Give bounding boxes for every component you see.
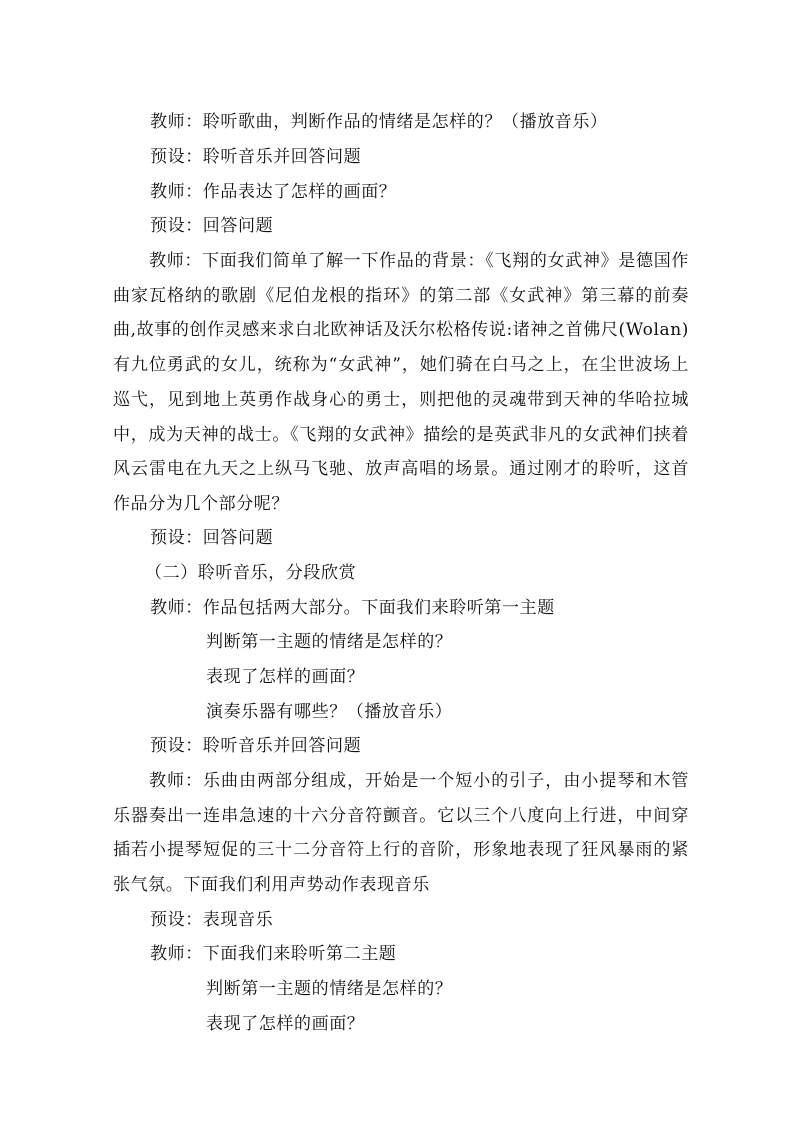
section-heading-2: （二）聆听音乐，分段欣赏 xyxy=(145,563,357,583)
preset-line-1: 预设：聆听音乐并回答问题 xyxy=(150,147,362,167)
question-line-4: 判断第一主题的情绪是怎样的？ xyxy=(206,979,453,999)
preset-line-4: 预设：聆听音乐并回答问题 xyxy=(150,736,362,756)
preset-line-5: 预设：表现音乐 xyxy=(150,910,274,930)
teacher-line-2: 教师：作品表达了怎样的画面？ xyxy=(150,182,397,202)
question-line-5: 表现了怎样的画面？ xyxy=(206,1014,365,1034)
preset-line-3: 预设：回答问题 xyxy=(150,528,274,548)
question-line-1: 判断第一主题的情绪是怎样的？ xyxy=(206,632,453,652)
analysis-paragraph: 教师：乐曲由两部分组成，开始是一个短小的引子，由小提琴和木管乐器奏出一连串急速的十六分音符颤音。它以三个八度向上行进，中间穿插若小提琴短促的三十二分音符上行的音阶，形象地表现了狂风暴雨的紧张气氛。下面我们利用声势动作表现音乐 xyxy=(113,771,689,896)
question-line-3: 演奏乐器有哪些？（播放音乐） xyxy=(206,702,453,722)
question-line-2: 表现了怎样的画面？ xyxy=(206,667,365,687)
teacher-line-1: 教师：聆听歌曲，判断作品的情绪是怎样的？（播放音乐） xyxy=(150,112,608,132)
teacher-line-3: 教师：作品包括两大部分。下面我们来聆听第一主题 xyxy=(150,598,555,618)
preset-line-2: 预设：回答问题 xyxy=(150,216,274,236)
teacher-line-4: 教师：下面我们来聆听第二主题 xyxy=(150,944,397,964)
background-paragraph: 教师：下面我们简单了解一下作品的背景：《飞翔的女武神》是德国作曲家瓦格纳的歌剧《尼伯龙根的指环》的第二部《女武神》第三幕的前奏曲,故事的创作灵感来求白北欧神话及沃尔松格传说:诸神之首佛尺(Wolan)有九位勇武的女儿，统称为“女武神”，她们骑在白马之上，在尘世波场上巡弋，见到地上英勇作战身心的勇士，则把他的灵魂带到天神的华哈拉城中，成为天神的战士。《飞翔的女武神》描绘的是英武非凡的女武神们挟着风云雷电在九天之上纵马飞驰、放声高唱的场景。通过刚才的聆听，这首作品分为几个部分呢？ xyxy=(113,251,689,514)
